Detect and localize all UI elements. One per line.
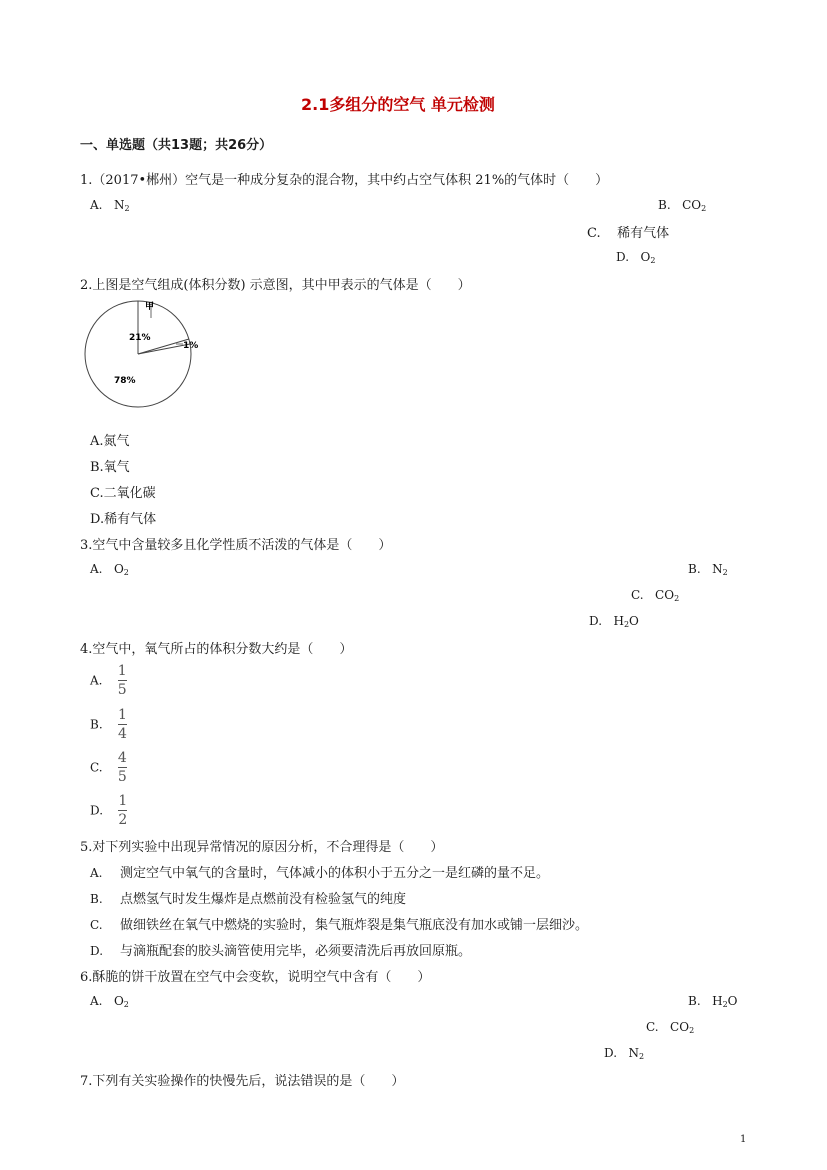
page-title: 2.1多组分的空气 单元检测 <box>301 95 495 114</box>
question-1-option-c: C. 稀有气体 <box>587 226 670 241</box>
question-4-option-d: D. $\frac{1}{2}$ <box>90 793 128 828</box>
pie-label-21: 21% <box>129 333 151 343</box>
question-4-stem: 4.空气中，氧气所占的体积分数大约是（ ） <box>80 642 353 657</box>
question-2-option-a: A.氮气 <box>90 434 130 449</box>
question-4-option-a: A. $\frac{1}{5}$ <box>90 663 127 698</box>
question-3-option-a: A. $O_2$ <box>90 562 129 577</box>
question-2-stem: 2.上图是空气组成(体积分数) 示意图，其中甲表示的气体是（ ） <box>80 278 471 293</box>
question-3-option-d: D. $H_2O$ <box>589 614 639 629</box>
question-2-option-b: B.氧气 <box>90 460 130 475</box>
fraction: $\frac{4}{5}$ <box>117 750 127 785</box>
question-5-stem: 5.对下列实验中出现异常情况的原因分析，不合理得是（ ） <box>80 840 444 855</box>
question-3-stem: 3.空气中含量较多且化学性质不活泼的气体是（ ） <box>80 538 392 553</box>
question-6-option-a: A. $O_2$ <box>90 994 129 1009</box>
question-7-stem: 7.下列有关实验操作的快慢先后，说法错误的是（ ） <box>80 1074 405 1089</box>
question-3-option-c: C. $CO_2$ <box>631 588 680 603</box>
question-1-option-b: B. $CO_2$ <box>658 198 707 213</box>
page-number: 1 <box>740 1134 747 1145</box>
question-5-option-c: C. 做细铁丝在氧气中燃烧的实验时，集气瓶炸裂是集气瓶底没有加水或铺一层细沙。 <box>90 918 589 933</box>
fraction: $\frac{1}{4}$ <box>117 707 127 742</box>
fraction: $\frac{1}{2}$ <box>118 793 128 828</box>
question-5-option-b: B. 点燃氢气时发生爆炸是点燃前没有检验氢气的纯度 <box>90 892 407 907</box>
question-1-stem: 1.（2017•郴州）空气是一种成分复杂的混合物，其中约占空气体积 21%的气体时（ ） <box>80 173 609 188</box>
fraction: $\frac{1}{5}$ <box>117 663 127 698</box>
question-1-option-a: A. $N_2$ <box>90 198 130 213</box>
question-4-option-c: C. $\frac{4}{5}$ <box>90 750 127 785</box>
question-1-option-d: D. $O_2$ <box>616 250 656 265</box>
question-6-option-d: D. $N_2$ <box>604 1046 645 1061</box>
question-5-option-a: A. 测定空气中氧气的含量时，气体减小的体积小于五分之一是红磷的量不足。 <box>90 866 550 881</box>
pie-label-jia: 甲 <box>145 302 155 312</box>
question-2-option-c: C.二氧化碳 <box>90 486 156 501</box>
pie-label-78: 78% <box>114 376 136 386</box>
question-3-option-b: B. $N_2$ <box>688 562 728 577</box>
pie-label-1: 1% <box>183 341 199 351</box>
air-composition-pie-chart <box>76 298 226 418</box>
question-2-option-d: D.稀有气体 <box>90 512 157 527</box>
question-5-option-d: D. 与滴瓶配套的胶头滴管使用完毕，必须要清洗后再放回原瓶。 <box>90 944 472 959</box>
question-6-option-b: B. $H_2O$ <box>688 994 738 1009</box>
question-6-option-c: C. $CO_2$ <box>646 1020 695 1035</box>
question-6-stem: 6.酥脆的饼干放置在空气中会变软，说明空气中含有（ ） <box>80 970 431 985</box>
section-heading: 一、单选题（共13题；共26分） <box>80 138 273 153</box>
question-4-option-b: B. $\frac{1}{4}$ <box>90 707 127 742</box>
